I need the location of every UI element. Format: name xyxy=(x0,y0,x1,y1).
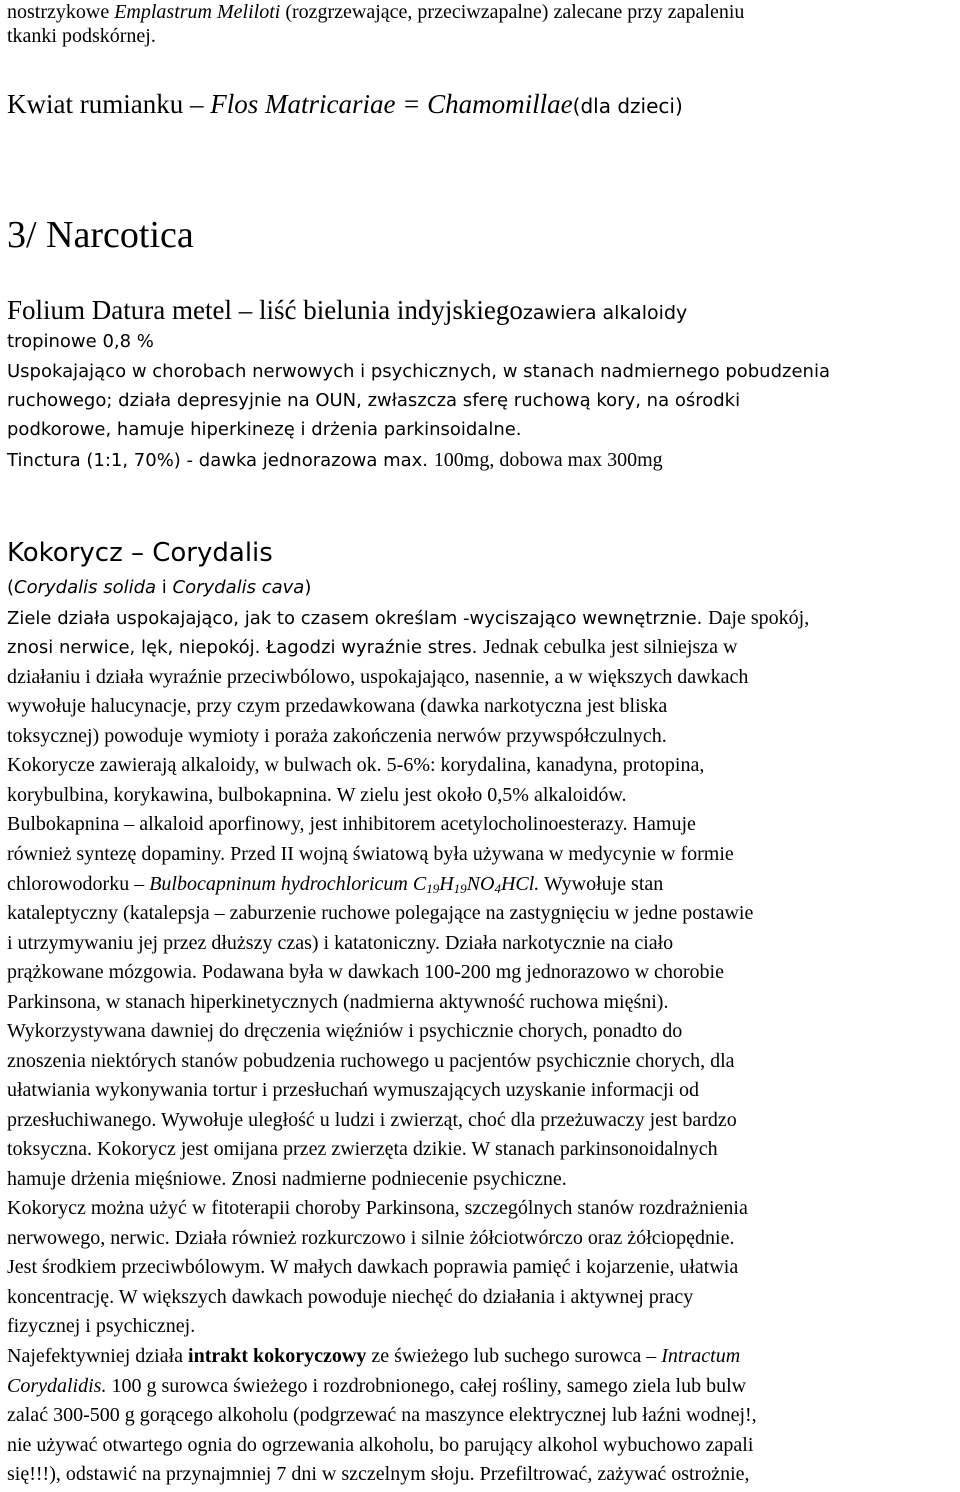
intrakt-line-3: zalać 300-500 g gorącego alkoholu (podgrzewać na maszynce elektrycznej lub łaźni wodnej!, xyxy=(7,1404,757,1426)
intro-line-1: nostrzykowe Emplastrum Meliloti (rozgrzewające, przeciwzapalne) zalecane przy zapaleniu xyxy=(7,1,745,23)
datura-line-4: podkorowe, hamuje hiperkinezę i drżenia parkinsoidalne. xyxy=(7,419,522,440)
corydalis-formula-line: chlorowodorku – Bulbocapninum hydrochloricum $C_{19}H_{19}NO_4HCl$. Wywołuje stan xyxy=(7,873,664,896)
corydalis-line: koncentrację. W większych dawkach powoduje niechęć do działania i aktywnej pracy xyxy=(7,1286,694,1308)
datura-line-1: tropinowe 0,8 % xyxy=(7,331,154,352)
corydalis-line: przesłuchiwanego. Wywołuje uległość u ludzi i zwierząt, choć dla przeżuwaczy jest bardzo xyxy=(7,1109,737,1131)
corydalis-line: toksycznej) powoduje wymioty i poraża zakończenia nerwów przywspółczulnych. xyxy=(7,725,667,747)
corydalis-line: Kokorycze zawierają alkaloidy, w bulwach ok. 5-6%: korydalina, kanadyna, protopina, xyxy=(7,754,705,776)
corydalis-line: fizycznej i psychicznej. xyxy=(7,1315,196,1337)
corydalis-line: toksyczna. Kokorycz jest omijana przez zwierzęta dzikie. W stanach parkinsonoidalnych xyxy=(7,1138,718,1160)
corydalis-p1-line-2: znosi nerwice, lęk, niepokój. Łagodzi wyraźnie stres. Jednak cebulka jest silniejsza w xyxy=(7,636,738,658)
corydalis-p1-line-1: Ziele działa uspokajająco, jak to czasem określam -wyciszająco wewnętrznie. Daje spokój, xyxy=(7,607,810,629)
datura-line-3: ruchowego; działa depresyjnie na OUN, zwłaszcza sferę ruchową kory, na ośrodki xyxy=(7,390,741,411)
intrakt-line-1: Najefektywniej działa intrakt kokoryczowy ze świeżego lub suchego surowca – Intractum xyxy=(7,1345,741,1367)
corydalis-line: Kokorycz można użyć w fitoterapii choroby Parkinsona, szczególnych stanów rozdrażnienia xyxy=(7,1197,748,1219)
corydalis-species: (Corydalis solida i Corydalis cava) xyxy=(7,577,312,598)
datura-line-2: Uspokajająco w chorobach nerwowych i psychicznych, w stanach nadmiernego pobudzenia xyxy=(7,361,830,382)
corydalis-line: nerwowego, nerwic. Działa również rozkurczowo i silnie żółciotwórczo oraz żółciopędnie. xyxy=(7,1227,735,1249)
corydalis-line: działaniu i działa wyraźnie przeciwbólowo, uspokajająco, nasennie, a w większych dawkach xyxy=(7,666,749,688)
corydalis-line: hamuje drżenia mięśniowe. Znosi nadmierne podniecenie psychiczne. xyxy=(7,1168,567,1190)
chamomile-heading: Kwiat rumianku – Flos Matricariae = Chamomillae(dla dzieci) xyxy=(7,89,683,119)
corydalis-line: Bulbokapnina – alkaloid aporfinowy, jest inhibitorem acetylocholinoesterazy. Hamuje xyxy=(7,813,696,835)
section-3-title: 3/ Narcotica xyxy=(7,214,194,256)
corydalis-line: korybulbina, korykawina, bulbokapnina. W zielu jest około 0,5% alkaloidów. xyxy=(7,784,627,806)
corydalis-line: znoszenia niektórych stanów pobudzenia ruchowego u pacjentów psychicznie chorych, dla xyxy=(7,1050,735,1072)
intrakt-line-4: nie używać otwartego ognia do ogrzewania alkoholu, bo parujący alkohol wybuchowo zapali xyxy=(7,1434,754,1456)
corydalis-line: Parkinsona, w stanach hiperkinetycznych (nadmierna aktywność ruchowa mięśni). xyxy=(7,991,669,1013)
corydalis-line: wywołuje halucynacje, przy czym przedawkowana (dawka narkotyczna jest bliska xyxy=(7,695,668,717)
intro-line-2: tkanki podskórnej. xyxy=(7,25,156,47)
corydalis-line: również syntezę dopaminy. Przed II wojną światową była używana w medycynie w formie xyxy=(7,843,734,865)
intrakt-line-5: się!!!), odstawić na przynajmniej 7 dni w szczelnym słoju. Przefiltrować, zażywać ostrożnie, xyxy=(7,1463,750,1485)
corydalis-line: Wykorzystywana dawniej do dręczenia więźniów i psychicznie chorych, ponadto do xyxy=(7,1020,683,1042)
corydalis-line: ułatwiania wykonywania tortur i przesłuchań wymuszających uzyskanie informacji od xyxy=(7,1079,699,1101)
corydalis-heading: Kokorycz – Corydalis xyxy=(7,538,273,568)
datura-heading: Folium Datura metel – liść bielunia indyjskiegozawiera alkaloidy xyxy=(7,295,688,325)
intrakt-line-2: Corydalidis. 100 g surowca świeżego i rozdrobnionego, całej rośliny, samego ziela lub bulw xyxy=(7,1375,747,1397)
corydalis-line: prążkowane mózgowia. Podawana była w dawkach 100-200 mg jednorazowo w chorobie xyxy=(7,961,724,983)
corydalis-line: kataleptyczny (katalepsja – zaburzenie ruchowe polegające na zastygnięciu w jedne postawie xyxy=(7,902,754,924)
datura-dose: Tinctura (1:1, 70%) - dawka jednorazowa max. 100mg, dobowa max 300mg xyxy=(7,449,663,471)
corydalis-line: i utrzymywaniu jej przez dłuższy czas) i katatoniczny. Działa narkotycznie na ciało xyxy=(7,932,674,954)
corydalis-line: Jest środkiem przeciwbólowym. W małych dawkach poprawia pamięć i kojarzenie, ułatwia xyxy=(7,1256,739,1278)
